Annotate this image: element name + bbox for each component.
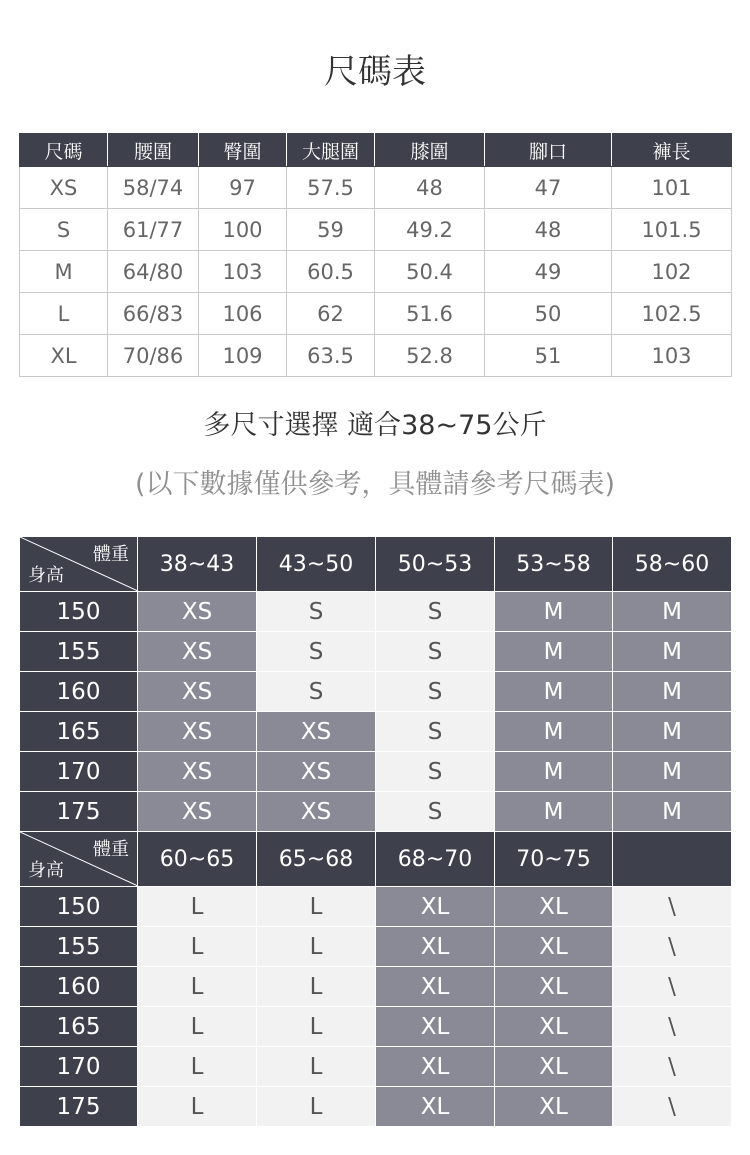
size-cell: L [257, 1047, 376, 1087]
height-label: 170 [20, 1047, 138, 1087]
column-header: 腳口 [485, 134, 612, 167]
table-cell: 106 [199, 293, 287, 335]
grid-row [20, 712, 732, 752]
size-cell: \ [613, 1047, 732, 1087]
height-label: 155 [20, 927, 138, 967]
table-cell: 101 [612, 167, 732, 209]
size-cell: M [613, 632, 732, 672]
weight-range-header: 60~65 [138, 832, 257, 887]
grid-row [20, 1087, 732, 1127]
table-cell: 48 [375, 167, 485, 209]
table-cell: 97 [199, 167, 287, 209]
grid-header-row [20, 832, 732, 887]
reference-note: (以下數據僅供參考，具體請參考尺碼表) [134, 469, 616, 500]
table-cell: 52.8 [375, 335, 485, 377]
weight-range-header: 65~68 [257, 832, 376, 887]
table-cell: 48 [485, 209, 612, 251]
height-label: 160 [20, 967, 138, 1007]
height-label: 165 [20, 1007, 138, 1047]
height-axis-label: 身高 [28, 565, 64, 586]
weight-range-header [613, 832, 732, 887]
column-header: 褲長 [612, 134, 732, 167]
grid-row [20, 927, 732, 967]
table-cell: 62 [287, 293, 375, 335]
table-cell: XL [20, 335, 108, 377]
column-header: 大腿圍 [287, 134, 375, 167]
table-cell: 109 [199, 335, 287, 377]
table-cell: S [20, 209, 108, 251]
weight-range-header: 53~58 [495, 537, 613, 592]
table-row [20, 251, 732, 293]
size-cell: XS [138, 592, 257, 632]
height-label: 170 [20, 752, 138, 792]
size-cell: XS [138, 712, 257, 752]
table-cell: 66/83 [108, 293, 199, 335]
table-cell: 103 [199, 251, 287, 293]
table-row [20, 167, 732, 209]
grid-row [20, 967, 732, 1007]
size-cell: S [376, 672, 495, 712]
size-cell: XS [138, 792, 257, 832]
size-cell: M [495, 592, 613, 632]
size-cell: XL [376, 967, 495, 1007]
table-cell: 57.5 [287, 167, 375, 209]
table-cell: 49 [485, 251, 612, 293]
grid-row [20, 1047, 732, 1087]
height-axis-label: 身高 [28, 860, 64, 881]
grid-header-row [20, 537, 732, 592]
size-cell: M [495, 792, 613, 832]
grid-row [20, 792, 732, 832]
table-cell: 58/74 [108, 167, 199, 209]
size-cell: M [495, 632, 613, 672]
column-header: 臀圍 [199, 134, 287, 167]
table-cell: M [20, 251, 108, 293]
size-cell: XL [495, 1007, 613, 1047]
table-cell: 51 [485, 335, 612, 377]
table-row [20, 335, 732, 377]
size-cell: L [257, 887, 376, 927]
size-cell: XS [257, 792, 376, 832]
height-label: 150 [20, 887, 138, 927]
size-cell: M [613, 672, 732, 712]
column-header: 腰圍 [108, 134, 199, 167]
weight-axis-label: 體重 [93, 544, 129, 565]
size-cell: S [376, 592, 495, 632]
weight-range-header: 58~60 [613, 537, 732, 592]
table-row [20, 293, 732, 335]
column-header: 尺碼 [20, 134, 108, 167]
page-title: 尺碼表 [324, 52, 426, 92]
height-label: 155 [20, 632, 138, 672]
weight-range-header: 50~53 [376, 537, 495, 592]
size-cell: M [495, 672, 613, 712]
size-cell: \ [613, 1087, 732, 1127]
grid-row [20, 752, 732, 792]
size-cell: S [376, 632, 495, 672]
size-cell: M [613, 592, 732, 632]
size-table-header-row [20, 134, 732, 167]
weight-range-header: 38~43 [138, 537, 257, 592]
height-label: 175 [20, 1087, 138, 1127]
size-cell: XS [257, 712, 376, 752]
size-cell: \ [613, 967, 732, 1007]
size-cell: XL [495, 887, 613, 927]
table-cell: 50 [485, 293, 612, 335]
size-cell: XL [495, 967, 613, 1007]
table-cell: 64/80 [108, 251, 199, 293]
size-cell: XL [376, 1047, 495, 1087]
table-cell: 61/77 [108, 209, 199, 251]
table-row [20, 209, 732, 251]
size-cell: L [138, 967, 257, 1007]
size-cell: L [138, 1087, 257, 1127]
weight-range-header: 70~75 [495, 832, 613, 887]
size-cell: L [257, 927, 376, 967]
corner-header [20, 537, 138, 592]
table-cell: 47 [485, 167, 612, 209]
size-cell: XL [376, 1087, 495, 1127]
size-cell: L [257, 1087, 376, 1127]
table-cell: 51.6 [375, 293, 485, 335]
size-cell: S [257, 672, 376, 712]
weight-axis-label: 體重 [93, 839, 129, 860]
size-cell: L [138, 1047, 257, 1087]
size-cell: XL [495, 1087, 613, 1127]
table-cell: 70/86 [108, 335, 199, 377]
size-cell: XS [257, 752, 376, 792]
height-weight-size-grid [19, 536, 732, 1127]
size-cell: M [495, 752, 613, 792]
grid-row [20, 672, 732, 712]
column-header: 膝圍 [375, 134, 485, 167]
size-cell: XL [376, 887, 495, 927]
height-label: 150 [20, 592, 138, 632]
size-cell: M [613, 752, 732, 792]
size-cell: L [138, 1007, 257, 1047]
size-cell: XL [376, 1007, 495, 1047]
size-cell: S [376, 752, 495, 792]
weight-range-header: 68~70 [376, 832, 495, 887]
size-cell: XS [138, 632, 257, 672]
size-cell: \ [613, 927, 732, 967]
size-cell: S [376, 792, 495, 832]
size-cell: XL [376, 927, 495, 967]
table-cell: 101.5 [612, 209, 732, 251]
size-cell: S [257, 592, 376, 632]
table-cell: 59 [287, 209, 375, 251]
table-cell: 102.5 [612, 293, 732, 335]
size-cell: L [138, 887, 257, 927]
size-cell: S [257, 632, 376, 672]
size-cell: M [495, 712, 613, 752]
table-cell: 100 [199, 209, 287, 251]
size-cell: XL [495, 927, 613, 967]
size-cell: L [257, 967, 376, 1007]
table-cell: 102 [612, 251, 732, 293]
table-cell: XS [20, 167, 108, 209]
table-cell: 63.5 [287, 335, 375, 377]
size-cell: XL [495, 1047, 613, 1087]
corner-header [20, 832, 138, 887]
grid-row [20, 887, 732, 927]
table-cell: 103 [612, 335, 732, 377]
table-cell: L [20, 293, 108, 335]
size-cell: L [138, 927, 257, 967]
size-cell: M [613, 792, 732, 832]
size-cell: \ [613, 1007, 732, 1047]
height-label: 165 [20, 712, 138, 752]
fit-range-heading: 多尺寸選擇 適合38~75公斤 [203, 410, 547, 441]
size-cell: XS [138, 752, 257, 792]
table-cell: 49.2 [375, 209, 485, 251]
table-cell: 50.4 [375, 251, 485, 293]
grid-row [20, 592, 732, 632]
height-label: 175 [20, 792, 138, 832]
size-cell: XS [138, 672, 257, 712]
grid-row [20, 632, 732, 672]
size-cell: \ [613, 887, 732, 927]
table-cell: 60.5 [287, 251, 375, 293]
grid-row [20, 1007, 732, 1047]
size-cell: M [613, 712, 732, 752]
size-cell: S [376, 712, 495, 752]
size-cell: L [257, 1007, 376, 1047]
weight-range-header: 43~50 [257, 537, 376, 592]
size-table [19, 133, 732, 377]
height-label: 160 [20, 672, 138, 712]
